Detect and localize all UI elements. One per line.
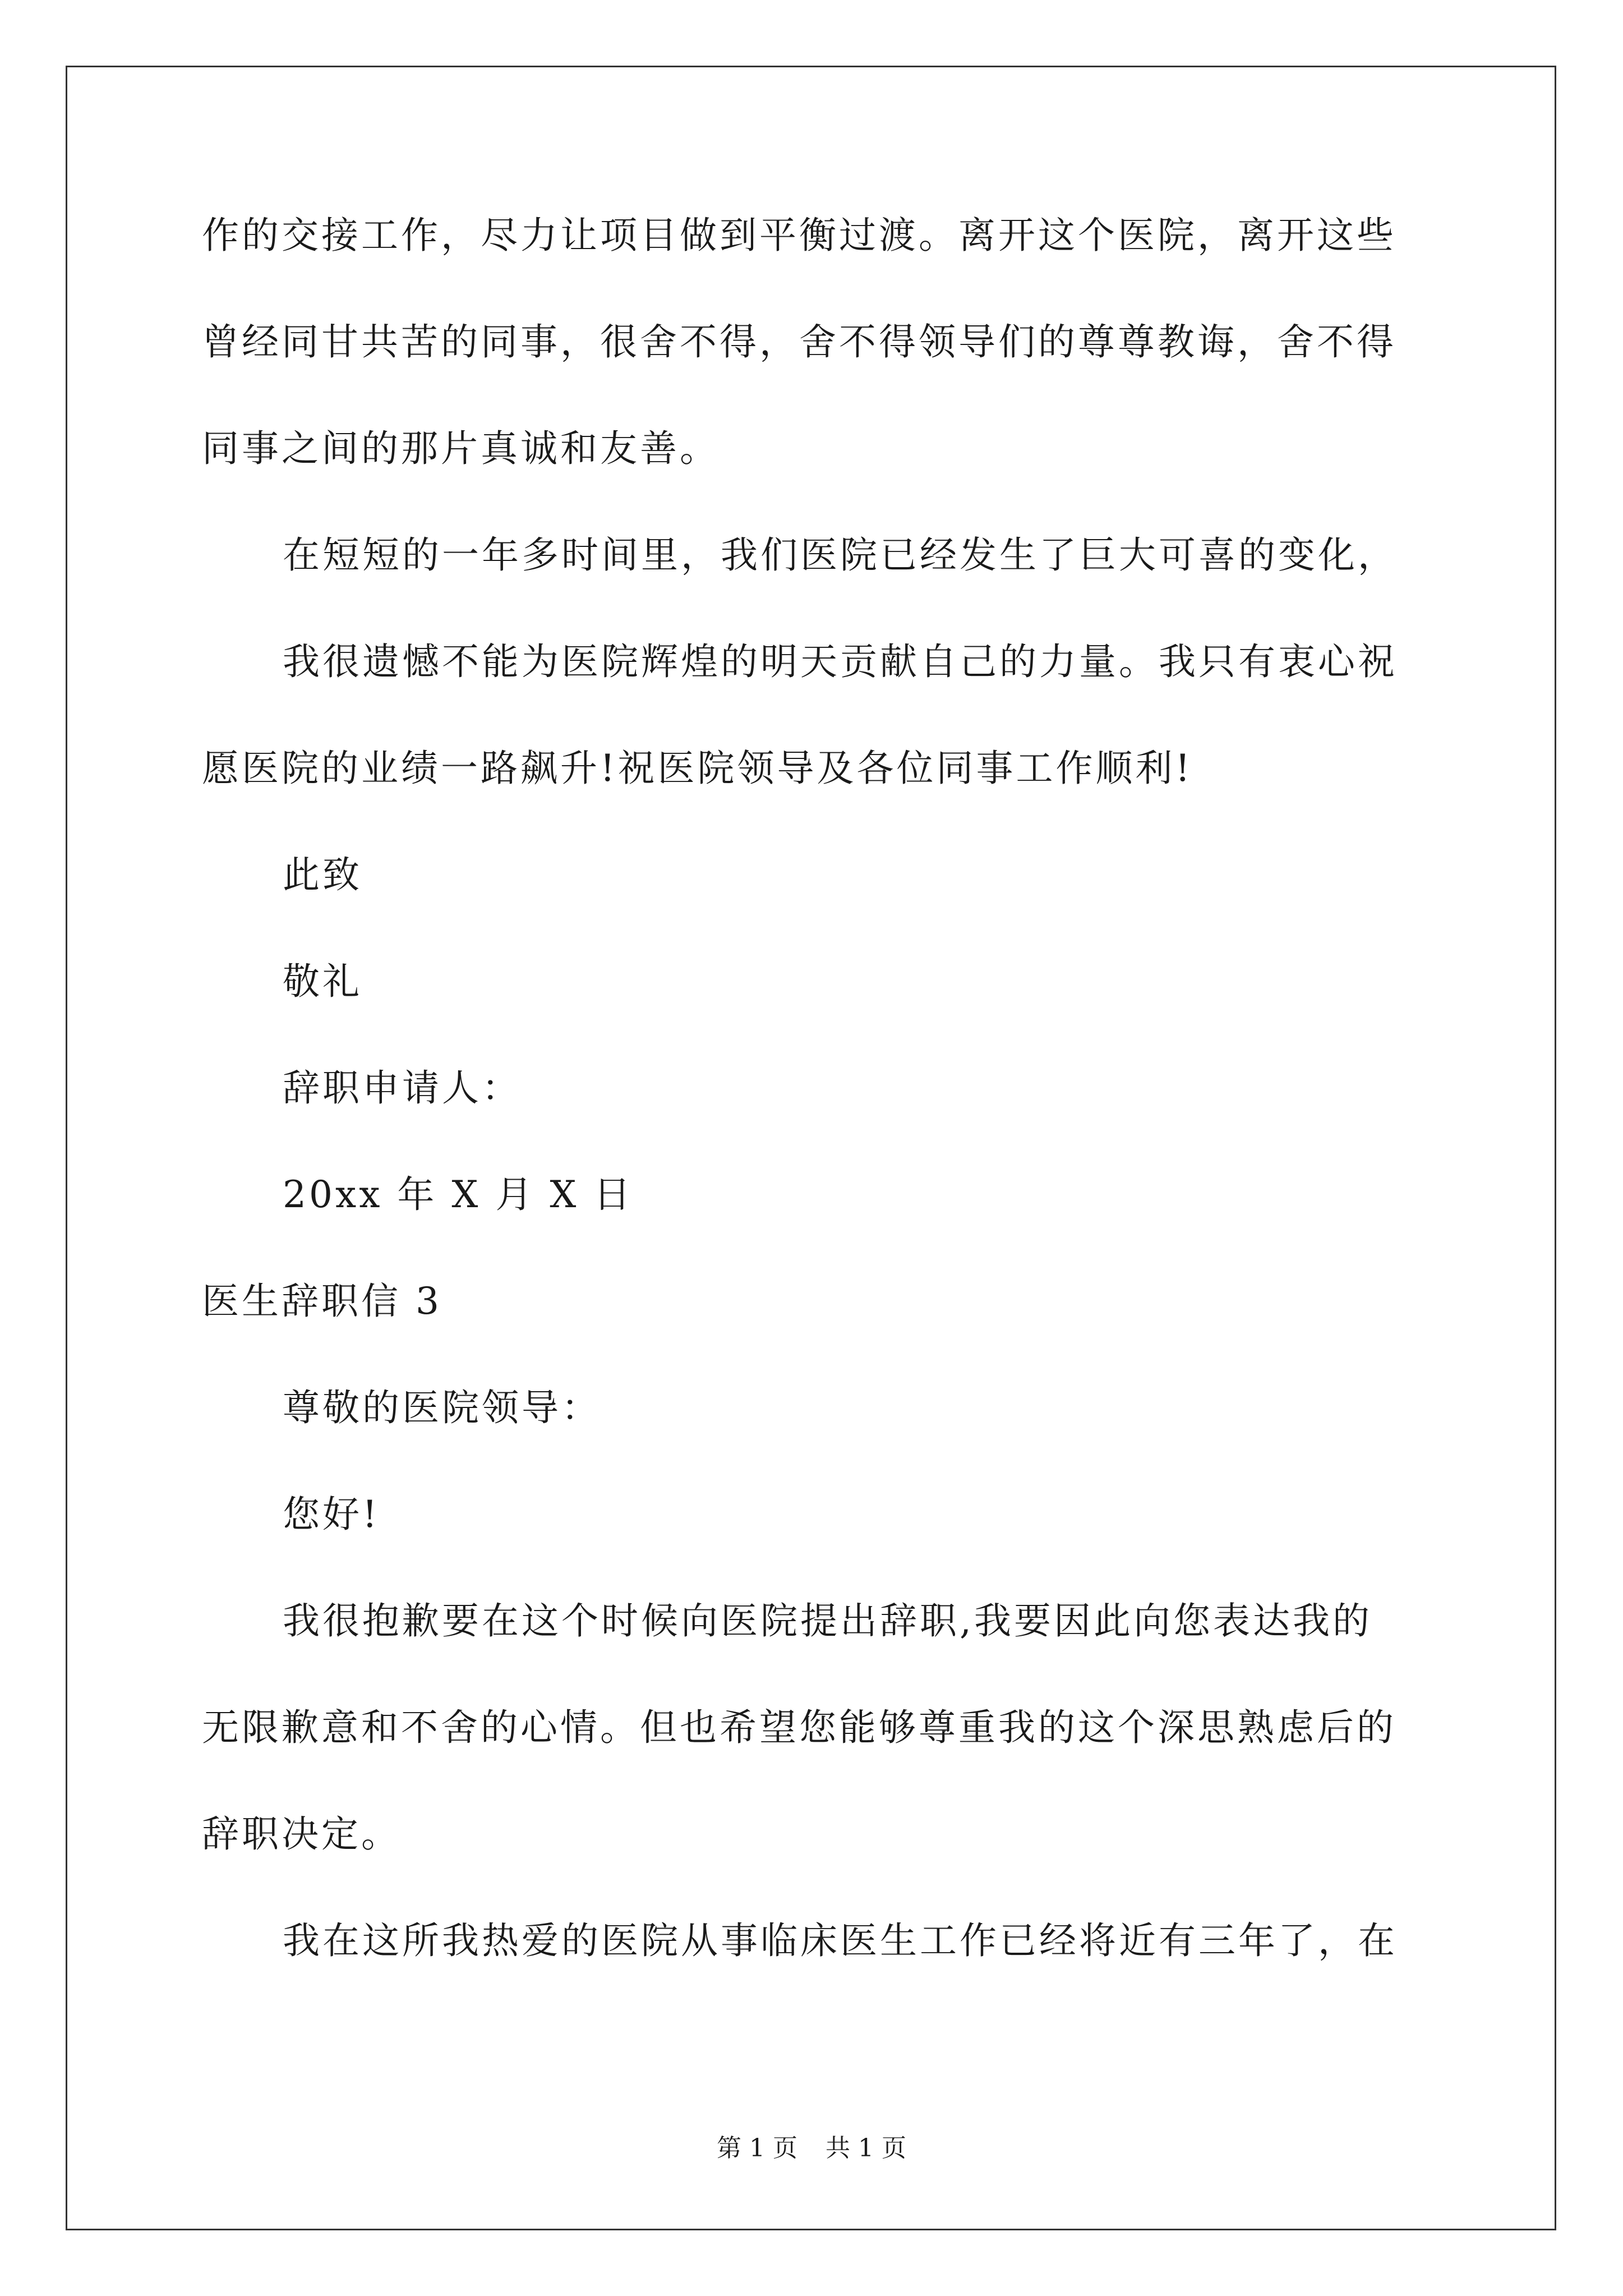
closing-salutation: 此致	[283, 853, 362, 896]
page-number-total: 共 1 页	[826, 2134, 906, 2162]
date-line: 20xx 年 X 月 X 日	[283, 1173, 634, 1216]
greeting-hello: 您好!	[283, 1493, 380, 1536]
text-line-1: 作的交接工作，尽力让项目做到平衡过渡。离开这个医院，离开这些	[202, 214, 1396, 257]
text-line-6: 愿医院的业绩一路飙升!祝医院领导及各位同事工作顺利!	[202, 747, 1193, 790]
text-line-2: 曾经同甘共苦的同事，很舍不得，舍不得领导们的尊尊教诲，舍不得	[202, 320, 1396, 364]
text-line-3: 同事之间的那片真诚和友善。	[202, 427, 720, 470]
text-line-17: 我在这所我热爱的医院从事临床医生工作已经将近有三年了，在	[283, 1919, 1398, 1962]
text-line-14: 我很抱歉要在这个时候向医院提出辞职,我要因此向您表达我的	[283, 1599, 1372, 1642]
signature-label: 辞职申请人：	[283, 1066, 522, 1110]
text-line-15: 无限歉意和不舍的心情。但也希望您能够尊重我的这个深思熟虑后的	[202, 1706, 1396, 1749]
closing-regards: 敬礼	[283, 960, 362, 1003]
text-line-4: 在短短的一年多时间里，我们医院已经发生了巨大可喜的变化，	[283, 533, 1398, 577]
text-line-16: 辞职决定。	[202, 1812, 401, 1856]
text-line-5: 我很遗憾不能为医院辉煌的明天贡献自己的力量。我只有衷心祝	[283, 640, 1398, 683]
greeting-recipient: 尊敬的医院领导：	[283, 1386, 601, 1429]
page-number-current: 第 1 页	[717, 2134, 797, 2162]
section-heading: 医生辞职信 3	[202, 1280, 442, 1323]
page-footer	[0, 2132, 1623, 2165]
page-border	[66, 66, 1556, 2230]
